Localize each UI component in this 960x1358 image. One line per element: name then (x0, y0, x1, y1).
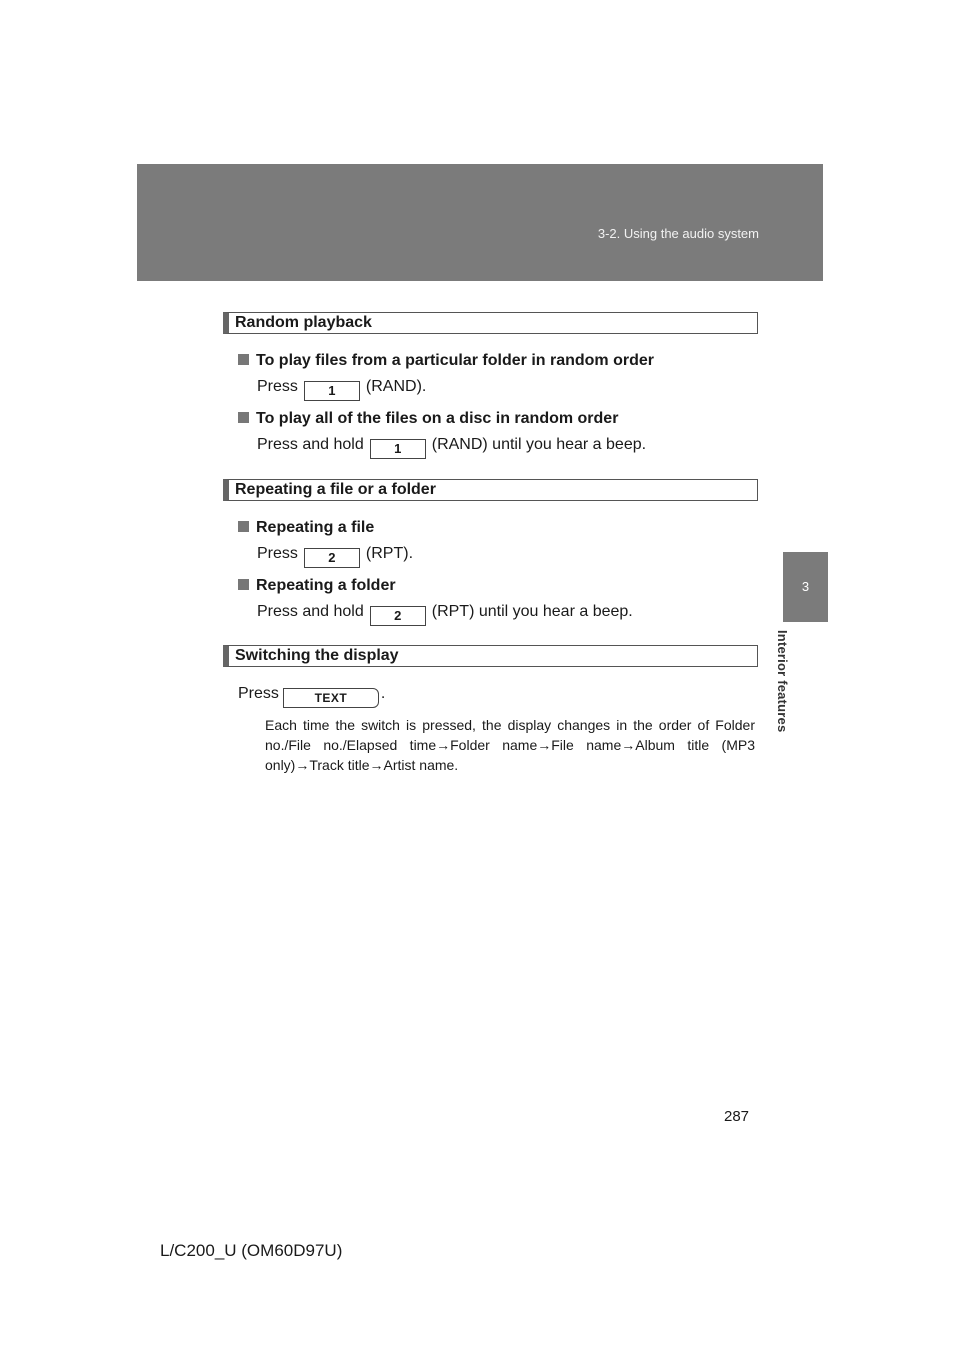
instruction-pre: Press (238, 685, 279, 702)
heading-random-playback: Random playback (223, 312, 758, 334)
heading-repeating: Repeating a file or a folder (223, 479, 758, 501)
instruction-pre: Press and hold (257, 436, 364, 453)
chapter-tab: 3 (783, 552, 828, 622)
key-1-button: 1 (304, 381, 360, 401)
subheading-text: Repeating a folder (256, 577, 396, 594)
instruction-line (238, 685, 385, 708)
subheading-disc-random (238, 410, 618, 428)
display-order-note: Each time the switch is pressed, the display changes in the order of Folder no./File no./Elapsed time→Folder name→File name→Album title (MP3 only)→Track title→Artist name. (265, 717, 755, 773)
page-number: 287 (724, 1108, 750, 1125)
header-band (137, 164, 823, 281)
subheading-repeat-file (238, 519, 374, 537)
instruction-pre: Press (257, 378, 298, 395)
subheading-text: To play files from a particular folder in random order (256, 352, 654, 369)
bullet-square-icon (238, 354, 249, 365)
subheading-repeat-folder (238, 577, 396, 595)
instruction-line (257, 378, 426, 401)
bullet-square-icon (238, 579, 249, 590)
key-1-button: 1 (370, 439, 426, 459)
section-title: 3-2. Using the audio system (597, 226, 759, 241)
instruction-line (257, 603, 633, 626)
key-text-button: TEXT (283, 688, 379, 708)
instruction-line (257, 545, 413, 568)
bullet-square-icon (238, 412, 249, 423)
instruction-pre: Press (257, 545, 298, 562)
bullet-square-icon (238, 521, 249, 532)
instruction-line (257, 436, 646, 459)
instruction-post: (RPT) until you hear a beep. (431, 603, 633, 620)
subheading-text: To play all of the files on a disc in random order (256, 410, 619, 427)
subheading-text: Repeating a file (256, 519, 375, 536)
instruction-post: (RAND). (365, 378, 427, 395)
heading-switching-display: Switching the display (223, 645, 758, 667)
key-2-button: 2 (304, 548, 360, 568)
instruction-post: (RPT). (365, 545, 414, 562)
instruction-post: (RAND) until you hear a beep. (431, 436, 647, 453)
instruction-pre: Press and hold (257, 603, 364, 620)
footer-code: L/C200_U (OM60D97U) (160, 1241, 343, 1260)
chapter-label: Interior features (775, 630, 790, 733)
instruction-post: . (380, 685, 386, 702)
subheading-folder-random (238, 352, 654, 370)
key-2-button: 2 (370, 606, 426, 626)
